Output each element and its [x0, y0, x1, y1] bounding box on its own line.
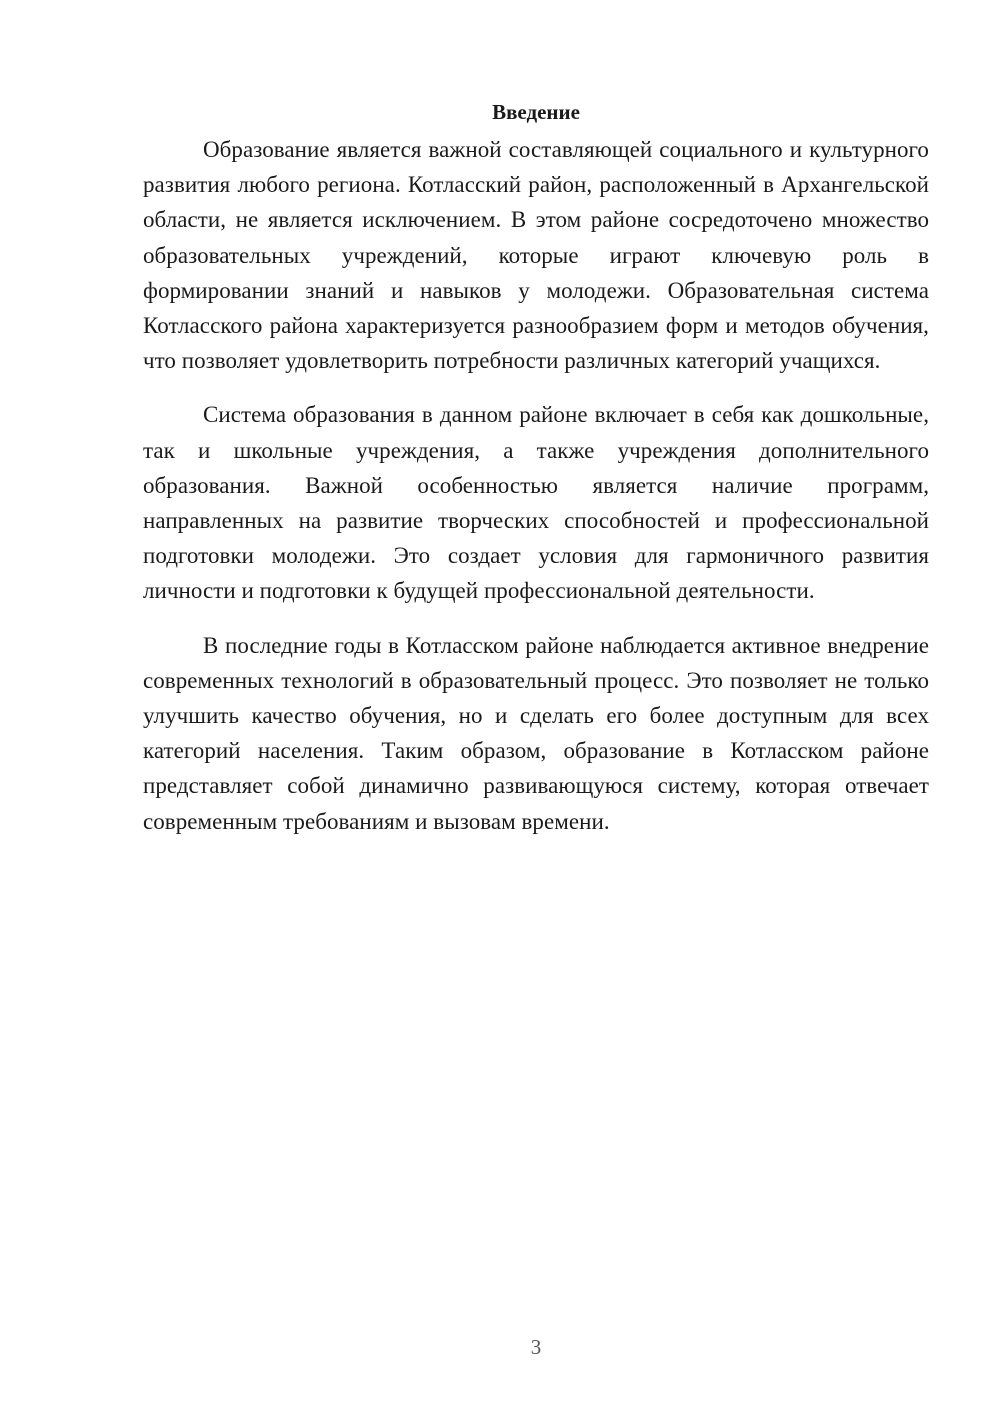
document-body — [143, 96, 929, 858]
paragraph-2: Система образования в данном районе включает в себя как дошкольные, так и школьные учреждения, а также учреждения дополнительного образования. Важной особенностью является наличие программ, направленных на развитие творческих способностей и профессиональной подготовки молодежи. Это создает условия для гармоничного развития личности и подготовки к будущей профессиональной деятельности. — [143, 402, 929, 604]
section-heading: Введение — [492, 100, 580, 124]
paragraph-1: Образование является важной составляющей социального и культурного развития любого региона. Котласский район, расположенный в Архангельской области, не является исключением. В этом районе сосредоточено множество образовательных учреждений, которые играют ключевую роль в формировании знаний и навыков у молодежи. Образовательная система Котласского района характеризуется разнообразием форм и методов обучения, что позволяет удовлетворить потребности различных категорий учащихся. — [143, 137, 929, 374]
paragraph-3: В последние годы в Котласском районе наблюдается активное внедрение современных технологий в образовательный процесс. Это позволяет не только улучшить качество обучения, но и сделать его более доступным для всех категорий населения. Таким образом, образование в Котласском районе представляет собой динамично развивающуюся систему, которая отвечает современным требованиям и вызовам времени. — [143, 632, 929, 834]
page-number: 3 — [530, 1335, 542, 1359]
